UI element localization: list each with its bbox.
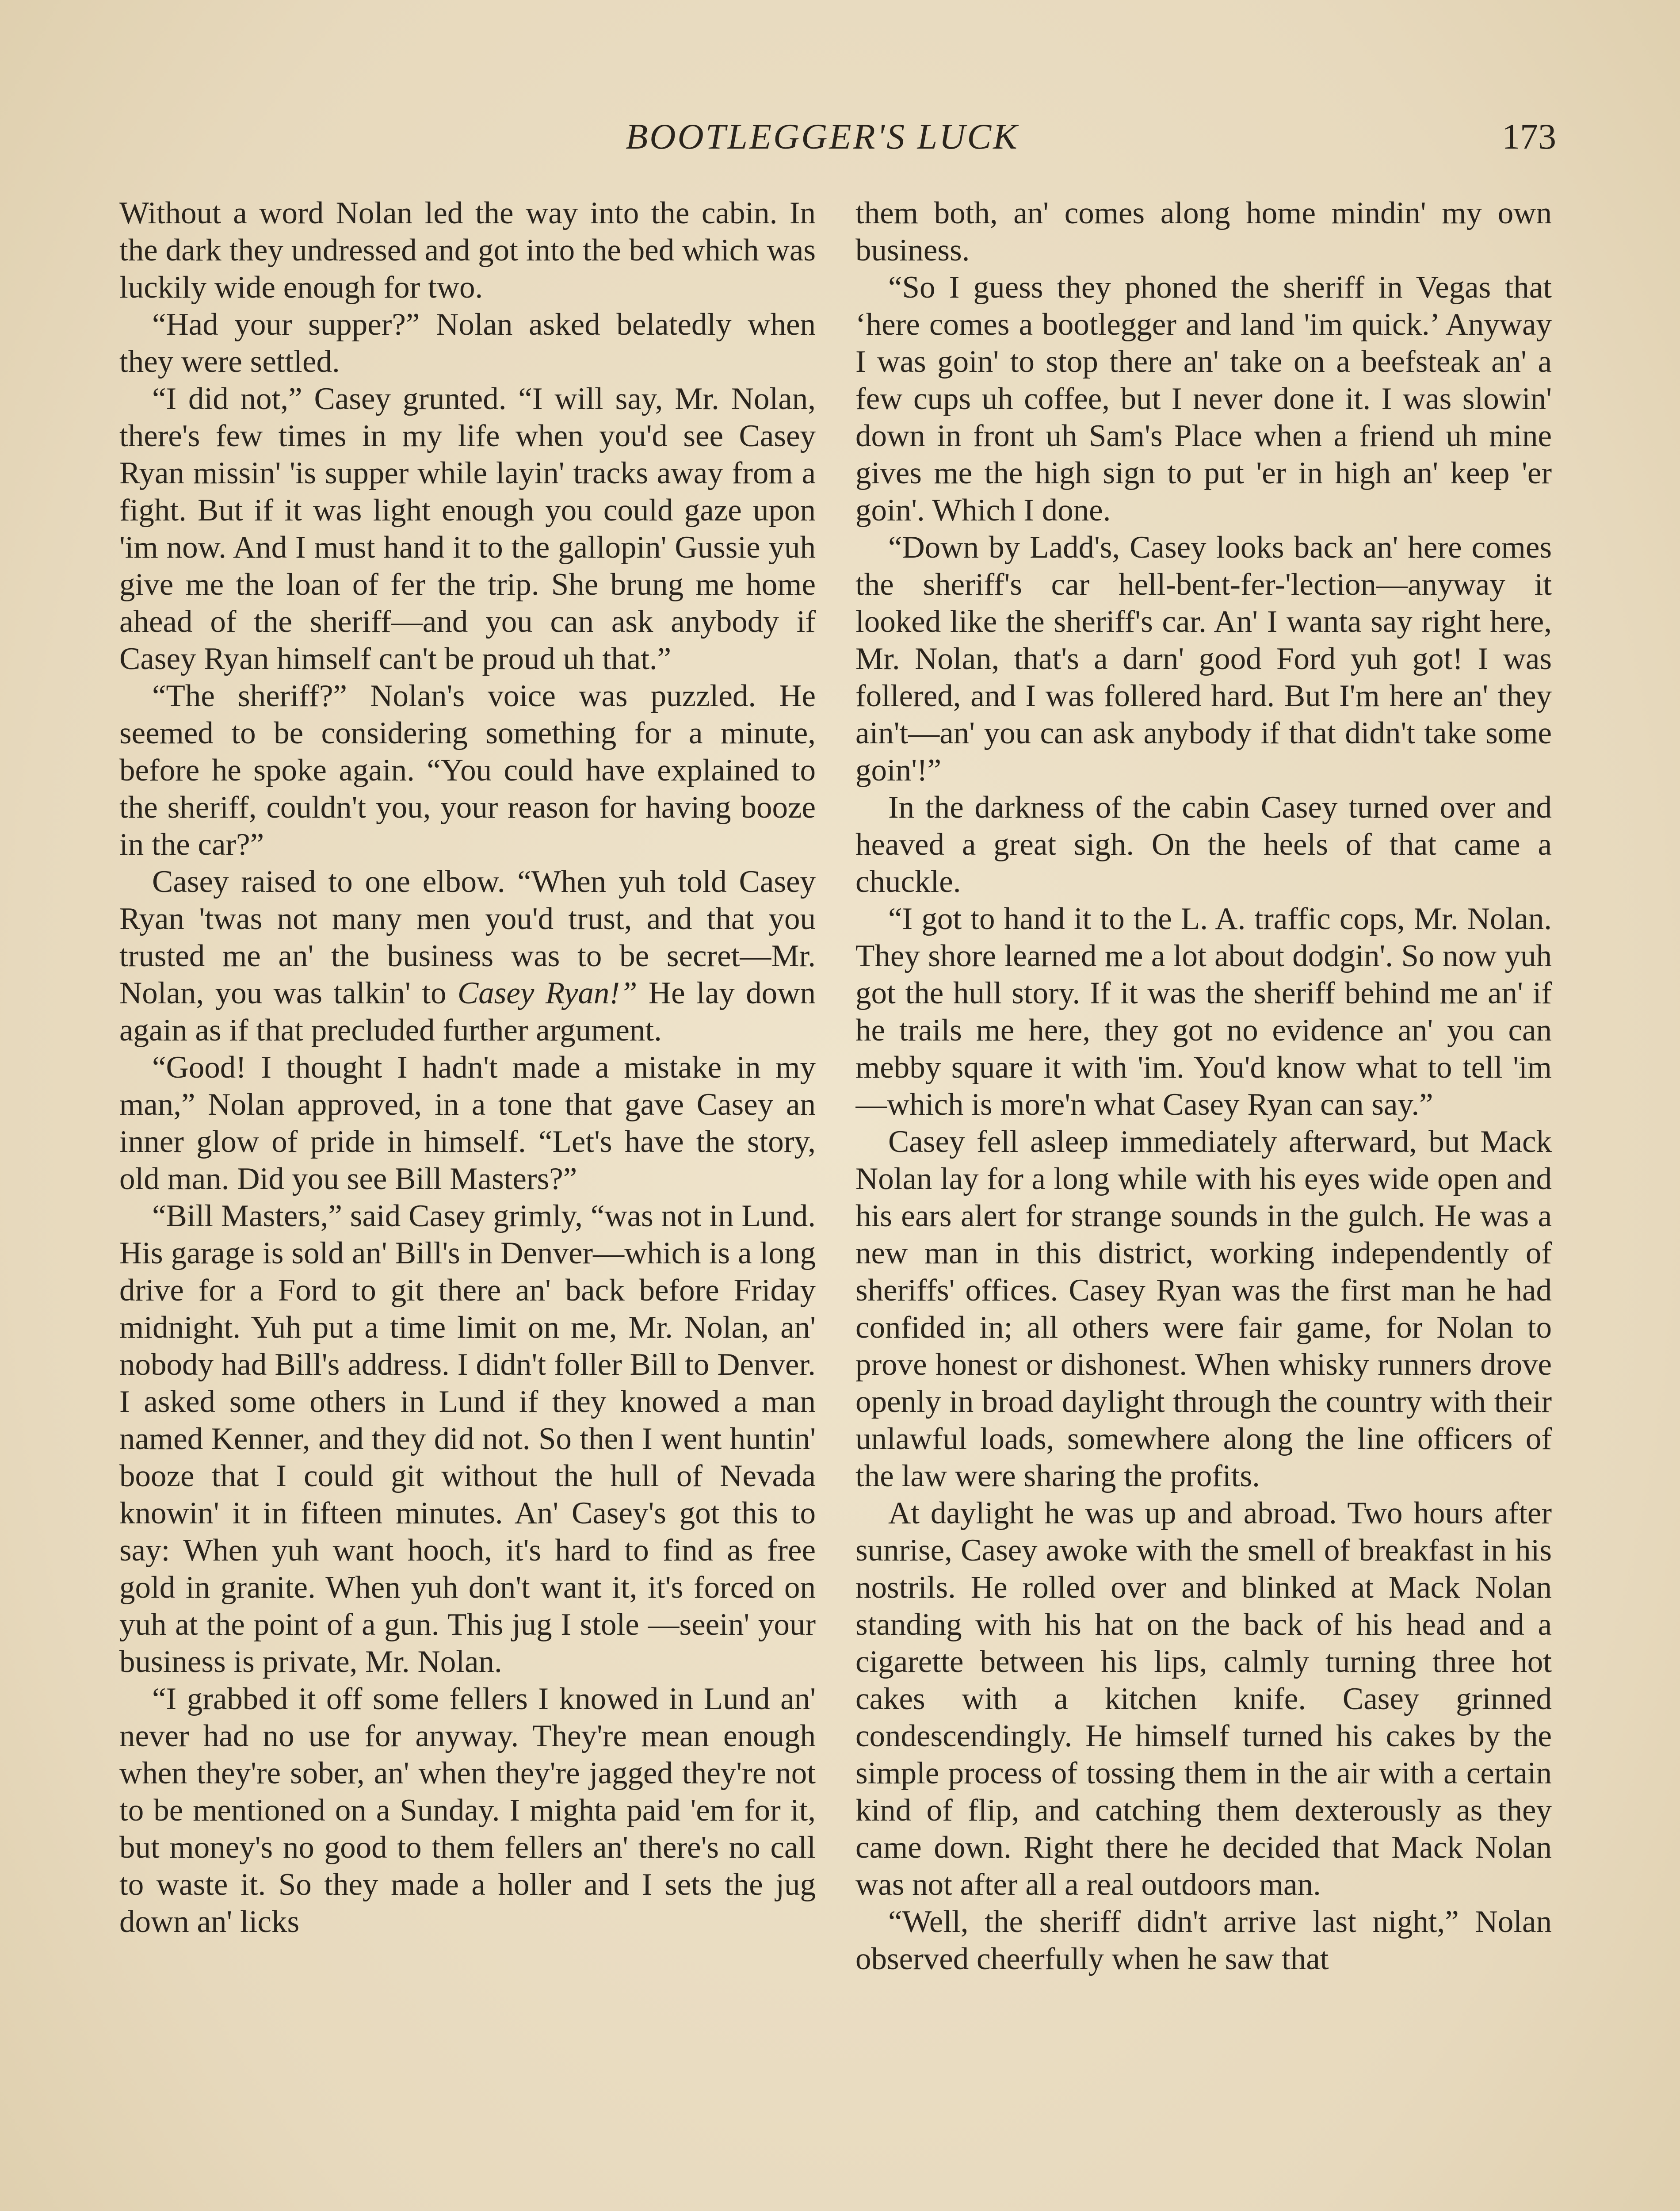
paragraph: “Down by Ladd's, Casey looks back an' here comes the sheriff's car hell-bent-fer-'lection—anyway it looked like the sheriff's car. An' I wanta say right here, Mr. Nolan, that's a darn' good Ford yuh got! I was follered, and I was follered hard. But I'm here an' they ain't—an' you can ask anybody if that didn't take some goin'!”: [855, 530, 1552, 788]
paragraph: [119, 863, 816, 1049]
paragraph: “I got to hand it to the L. A. traffic cops, Mr. Nolan. They shore learned me a lot about dodgin'. So now yuh got the hull story. If it was the sheriff behind me an' if he trails me here, they got no evidence an' you can mebby square it with 'im. You'd know what to tell 'im—which is more'n what Casey Ryan can say.”: [855, 902, 1552, 1122]
page-number: 173: [1502, 116, 1556, 157]
running-title: BOOTLEGGER'S LUCK: [626, 116, 1019, 157]
paragraph-text: He lay down again as if that precluded further argument.: [119, 976, 816, 1048]
paragraph: At daylight he was up and abroad. Two hours after sunrise, Casey awoke with the smell of breakfast in his nostrils. He rolled over and blinked at Mack Nolan standing with his hat on the back of his head and a cigarette between his lips, calmly turning three hot cakes with a kitchen knife. Casey grinned condescendingly. He himself turned his cakes by the simple process of tossing them in the air with a certain kind of flip, and catching them dexterously as they came down. Right there he decided that Mack Nolan was not after all a real outdoors man.: [855, 1496, 1552, 1902]
paragraph: “Well, the sheriff didn't arrive last night,” Nolan observed cheerfully when he saw that: [855, 1905, 1552, 1976]
paragraph: Casey fell asleep immediately afterward, but Mack Nolan lay for a long while with his eyes wide open and his ears alert for strange sounds in the gulch. He was a new man in this district, working independently of sheriffs' offices. Casey Ryan was the first man he had confided in; all others were fair game, for Nolan to prove honest or dishonest. When whisky runners drove openly in broad daylight through the country with their unlawful loads, somewhere along the line officers of the law were sharing the profits.: [855, 1125, 1552, 1493]
paragraph: Without a word Nolan led the way into the cabin. In the dark they undressed and got into the bed which was luckily wide enough for two.: [119, 196, 816, 305]
paragraph: “Had your supper?” Nolan asked belatedly when they were settled.: [119, 307, 816, 379]
paragraph: them both, an' comes along home mindin' my own business.: [855, 196, 1552, 268]
paragraph: “I did not,” Casey grunted. “I will say, Mr. Nolan, there's few times in my life when you'd see Casey Ryan missin' 'is supper while layin' tracks away from a fight. But if it was light enough you could gaze upon 'im now. And I must hand it to the gallopin' Gussie yuh give me the loan of fer the trip. She brung me home ahead of the sheriff—and you can ask anybody if Casey Ryan himself can't be proud uh that.”: [119, 382, 816, 676]
paragraph: “Bill Masters,” said Casey grimly, “was not in Lund. His garage is sold an' Bill's in Denver—which is a long drive for a Ford to git there an' back before Friday midnight. Yuh put a time limit on me, Mr. Nolan, an' nobody had Bill's address. I didn't foller Bill to Denver. I asked some others in Lund if they knowed a man named Kenner, and they did not. So then I went huntin' booze that I could git without the hull of Nevada knowin' it in fifteen minutes. An' Casey's got this to say: When yuh want hooch, it's hard to find as free gold in granite. When yuh don't want it, it's forced on yuh at the point of a gun. This jug I stole —seein' your business is private, Mr. Nolan.: [119, 1199, 816, 1679]
paragraph: “I grabbed it off some fellers I knowed in Lund an' never had no use for anyway. They're mean enough when they're sober, an' when they're jagged they're not to be mentioned on a Sunday. I mighta paid 'em for it, but money's no good to them fellers an' there's no call to waste it. So they made a holler and I sets the jug down an' licks: [119, 1682, 816, 1939]
paragraph: “So I guess they phoned the sheriff in Vegas that ‘here comes a bootlegger and land 'im quick.’ Anyway I was goin' to stop there an' take on a beefsteak an' a few cups uh coffee, but I never done it. I was slowin' down in front uh Sam's Place when a friend uh mine gives me the high sign to put 'er in high an' keep 'er goin'. Which I done.: [855, 270, 1552, 528]
paragraph: In the darkness of the cabin Casey turned over and heaved a great sigh. On the heels of that came a chuckle.: [855, 790, 1552, 899]
paragraph: “The sheriff?” Nolan's voice was puzzled. He seemed to be considering something for a minute, before he spoke again. “You could have explained to the sheriff, couldn't you, your reason for having booze in the car?”: [119, 679, 816, 862]
paragraph-text: Casey raised to one elbow. “When yuh told Casey Ryan 'twas not many men you'd trust, and that you trusted me an' the business was to be secret—Mr. Nolan, you was talkin' to: [119, 865, 816, 1010]
text-columns: [119, 195, 1552, 2211]
emphasized-text: Casey Ryan!”: [457, 976, 638, 1010]
right-column: [855, 195, 1552, 2211]
page-header: [88, 116, 1556, 169]
left-column: [119, 195, 816, 2211]
paragraph: “Good! I thought I hadn't made a mistake in my man,” Nolan approved, in a tone that gave Casey an inner glow of pride in himself. “Let's have the story, old man. Did you see Bill Masters?”: [119, 1050, 816, 1196]
